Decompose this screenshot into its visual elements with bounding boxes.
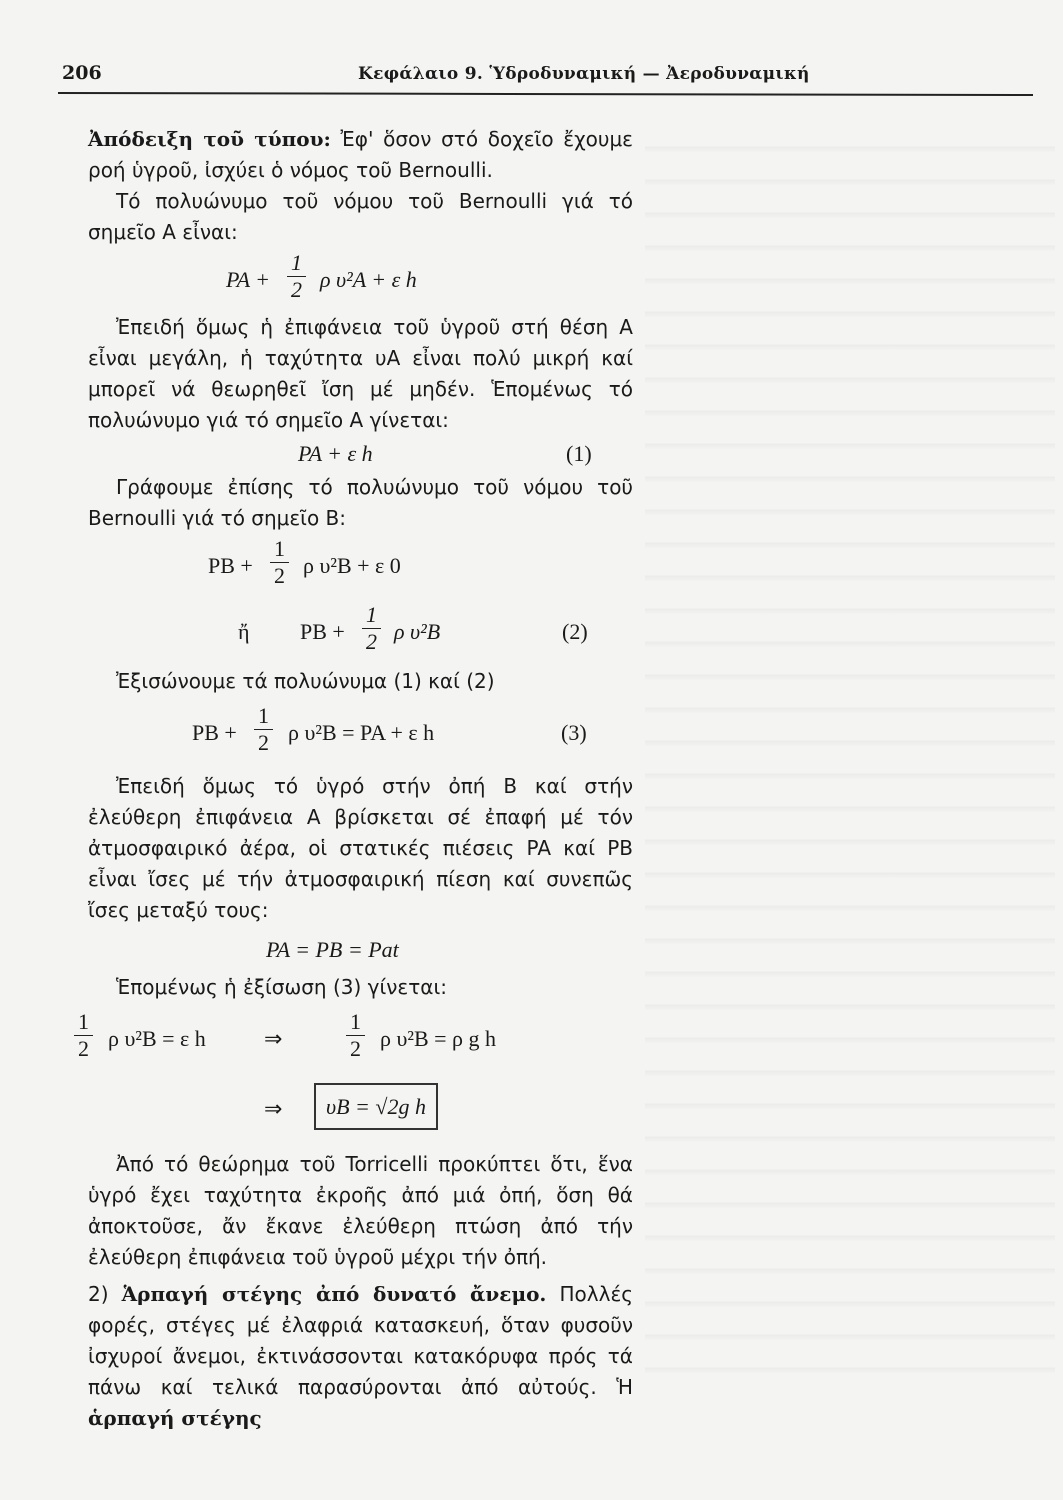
equation-3-rest: ρ υ²B = PA + ε h xyxy=(288,720,435,745)
bleed-through-background xyxy=(645,120,1055,1390)
fraction-half: $\frac{1}{2}$ xyxy=(362,604,381,653)
equation-a-lhs: PA + xyxy=(226,267,270,292)
equation-4-left: ρ υ²B = ε h xyxy=(108,1026,206,1051)
equation-number-1: (1) xyxy=(566,441,592,466)
boxed-result: υB = √2g h xyxy=(314,1083,438,1130)
paragraph-pressures: Ἐπειδή ὅμως τό ὑγρό στήν ὀπή B καί στήν ἐλεύθερη ἐπιφάνεια A βρίσκεται σέ ἐπαφή μέ τόν ἀτμοσφαιρικό ἀέρα, οἱ στατικές πιέσεις PA καί PB εἶναι ἴσες μέ τήν ἀτμοσφαιρική πίεση καί συνεπῶς ἴσες μεταξύ τους: xyxy=(88,774,633,922)
equation-pressures-body: PA = PB = Pat xyxy=(266,937,399,962)
proof-title: Ἀπόδειξη τοῦ τύπου: xyxy=(88,127,331,151)
fraction-half: $\frac{1}{2}$ xyxy=(74,1011,93,1060)
roof-text-bold-end: ἁρπαγή στέγης xyxy=(88,1406,262,1430)
proof-intro-text: Ἐφ' ὅσον στό δοχεῖο ἔχουμε ροή ὑγροῦ, ἰσχύει ὁ νόμος τοῦ Bernoulli. xyxy=(88,127,633,182)
equation-number-2: (2) xyxy=(562,619,588,644)
roof-text: Πολλές φορές, στέγες μέ ἐλαφριά κατασκευή, ὅταν φυσοῦν ἰσχυροί ἄνεμοι, ἐκτινάσσονται κατακόρυφα πρός τά πάνω καί τελικά παρασύρονται ἀπό αὐτούς. Ἡ xyxy=(88,1282,633,1399)
equation-3 xyxy=(88,697,633,771)
equation-1 xyxy=(88,436,633,472)
paragraph-torricelli: Ἀπό τό θεώρημα τοῦ Torricelli προκύπτει ὅτι, ἕνα ὑγρό ἔχει ταχύτητα ἐκροῆς ἀπό μιά ὀπή, ὅση θά ἀποκτοῦσε, ἄν ἔκανε ἐλεύθερη πτώση ἀπό τήν ἐλεύθερη ἐπιφάνεια τοῦ ὑγροῦ μέχρι τήν ὀπή. xyxy=(88,1152,633,1269)
paragraph-surface-a: Ἐπειδή ὅμως ἡ ἐπιφάνεια τοῦ ὑγροῦ στή θέση A εἶναι μεγάλη, ἡ ταχύτητα υA εἶναι πολύ μικρή καί μπορεῖ νά θεωρηθεῖ ἴση μέ μηδέν. Ἑπομένως τό πολυώνυμο γιά τό σημεῖο A γίνεται: xyxy=(88,315,633,432)
implies-arrow: ⇒ xyxy=(264,1096,283,1121)
fraction-half: $\frac{1}{2}$ xyxy=(254,705,273,754)
equation-2 xyxy=(88,598,633,666)
equation-b-rest: ρ υ²B + ε 0 xyxy=(303,553,401,578)
equation-4 xyxy=(78,1003,633,1079)
fraction-half: $\frac{1}{2}$ xyxy=(346,1011,365,1060)
page-number: 206 xyxy=(62,62,102,84)
equation-1-body: PA + ε h xyxy=(298,441,373,466)
equation-4-right: ρ υ²B = ρ g h xyxy=(380,1026,497,1051)
section-number: 2) xyxy=(88,1282,109,1306)
section-title: Ἁρπαγή στέγης ἀπό δυνατό ἄνεμο. xyxy=(121,1282,547,1306)
implies-arrow: ⇒ xyxy=(264,1026,283,1051)
equation-b xyxy=(88,534,633,598)
header-rule xyxy=(58,92,1033,96)
main-column xyxy=(78,124,633,1434)
paragraph-polynomial-a: Τό πολυώνυμο τοῦ νόμου τοῦ Bernoulli γιά τό σημεῖο A εἶναι: xyxy=(88,189,633,244)
paragraph-equate: Ἐξισώνουμε τά πολυώνυμα (1) καί (2) xyxy=(116,669,495,693)
equation-number-3: (3) xyxy=(561,720,587,745)
equation-b-lhs: PB + xyxy=(208,553,253,578)
equation-2-rest: ρ υ²B xyxy=(394,619,441,644)
equation-5 xyxy=(88,1079,633,1143)
paragraph-polynomial-b: Γράφουμε ἐπίσης τό πολυώνυμο τοῦ νόμου τοῦ Bernoulli γιά τό σημεῖο B: xyxy=(88,475,633,530)
running-head: Κεφάλαιο 9. Ὑδροδυναμική — Ἀεροδυναμική xyxy=(358,64,810,84)
fraction-half: $\frac{1}{2}$ xyxy=(270,538,289,587)
equation-a-rest: ρ υ²A + ε h xyxy=(320,267,417,292)
equation-2-lhs: PB + xyxy=(300,619,345,644)
equation-2-or: ἤ xyxy=(238,619,250,644)
paragraph-proof-intro xyxy=(88,124,633,186)
paragraph-roof xyxy=(88,1279,633,1434)
equation-pressures-equal xyxy=(88,926,633,970)
equation-3-lhs: PB + xyxy=(192,720,237,745)
paragraph-therefore: Ἑπομένως ἡ ἐξίσωση (3) γίνεται: xyxy=(116,975,447,999)
fraction-half: $\frac{1}{2}$ xyxy=(287,252,306,301)
equation-a xyxy=(88,248,633,312)
